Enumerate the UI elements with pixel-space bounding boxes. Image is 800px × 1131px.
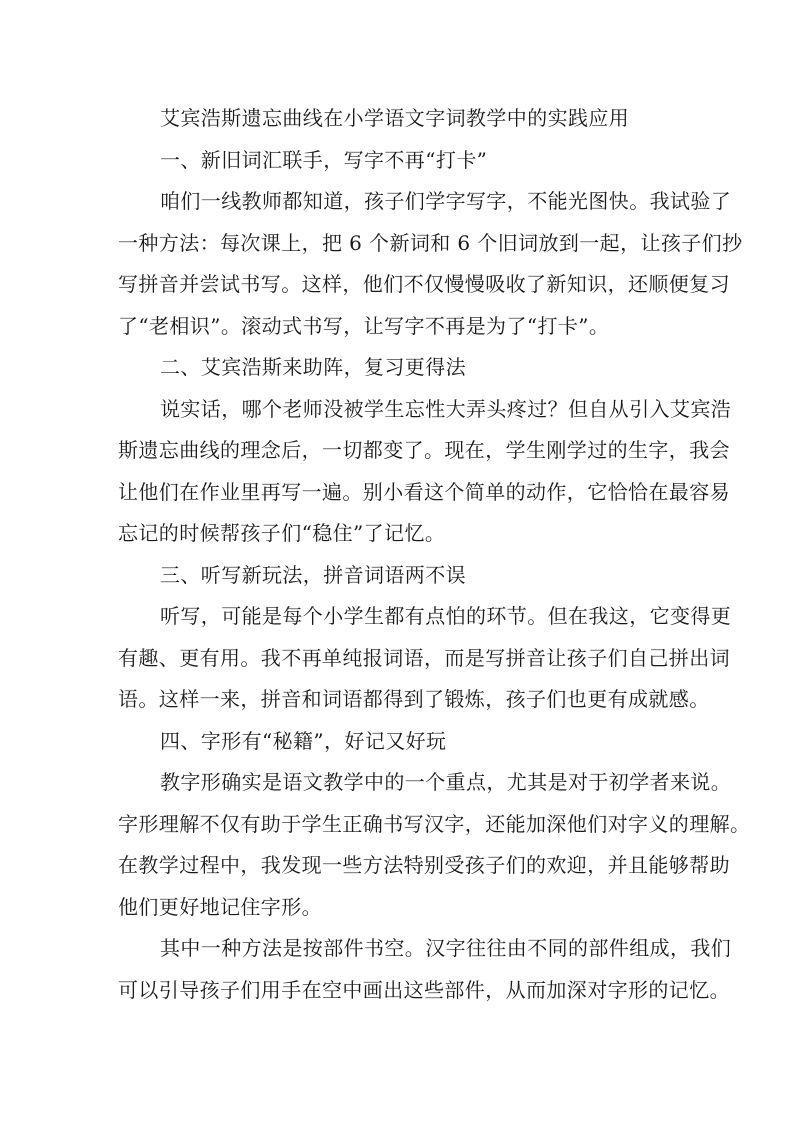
paragraph-line: 斯遗忘曲线的理念后，一切都变了。现在，学生刚学过的生字，我会	[118, 438, 730, 462]
paragraph-line: 说实话，哪个老师没被学生忘性大弄头疼过？但自从引入艾宾浩	[160, 396, 732, 421]
paragraph-line: 让他们在作业里再写一遍。别小看这个简单的动作，它恰恰在最容易	[118, 479, 730, 504]
paragraph	[118, 928, 732, 1011]
section-heading: 三、听写新玩法，拼音词语两不误	[160, 562, 466, 587]
document-title: 艾宾浩斯遗忘曲线在小学语文字词教学中的实践应用	[160, 106, 630, 130]
paragraph-line: 有趣、更有用。我不再单纯报词语，而是写拼音让孩子们自己拼出词	[118, 645, 730, 670]
paragraph-line: 在教学过程中，我发现一些方法特别受孩子们的欢迎，并且能够帮助	[118, 853, 730, 877]
paragraph-line: 语。这样一来，拼音和词语都得到了锻炼，孩子们也更有成就感。	[118, 687, 710, 711]
section-heading: 二、艾宾浩斯来助阵，复习更得法	[160, 355, 466, 379]
document-page	[118, 98, 751, 1011]
paragraph-line: 咱们一线教师都知道，孩子们学字写字，不能光图快。我试验了	[160, 189, 732, 213]
paragraph-line: 可以引导孩子们用手在空中画出这些部件，从而加深对字形的记忆。	[118, 977, 730, 1002]
paragraph-line: 他们更好地记住字形。	[118, 894, 322, 919]
section-heading: 四、字形有“秘籍”，好记又好玩	[160, 728, 447, 753]
paragraph	[118, 596, 732, 721]
paragraph	[118, 181, 743, 347]
paragraph-line: 了“老相识”。滚动式书写，让写字不再是为了“打卡”。	[118, 313, 610, 338]
paragraph	[118, 762, 751, 928]
paragraph-line: 教字形确实是语文教学中的一个重点，尤其是对于初学者来说。	[160, 770, 732, 794]
section-heading: 一、新旧词汇联手，写字不再“打卡”	[160, 147, 488, 172]
paragraph-line: 写拼音并尝试书写。这样，他们不仅慢慢吸收了新知识，还顺便复习	[118, 272, 730, 296]
paragraph	[118, 389, 732, 555]
paragraph-line: 忘记的时候帮孩子们“稳住”了记忆。	[118, 521, 446, 545]
paragraph-line: 一种方法：每次课上，把 6 个新词和 6 个旧词放到一起，让孩子们抄	[118, 230, 743, 255]
paragraph-line: 听写，可能是每个小学生都有点怕的环节。但在我这，它变得更	[160, 604, 732, 628]
paragraph-line: 字形理解不仅有助于学生正确书写汉字，还能加深他们对字义的理解。	[118, 811, 751, 836]
paragraph-line: 其中一种方法是按部件书空。汉字往往由不同的部件组成，我们	[160, 936, 732, 960]
